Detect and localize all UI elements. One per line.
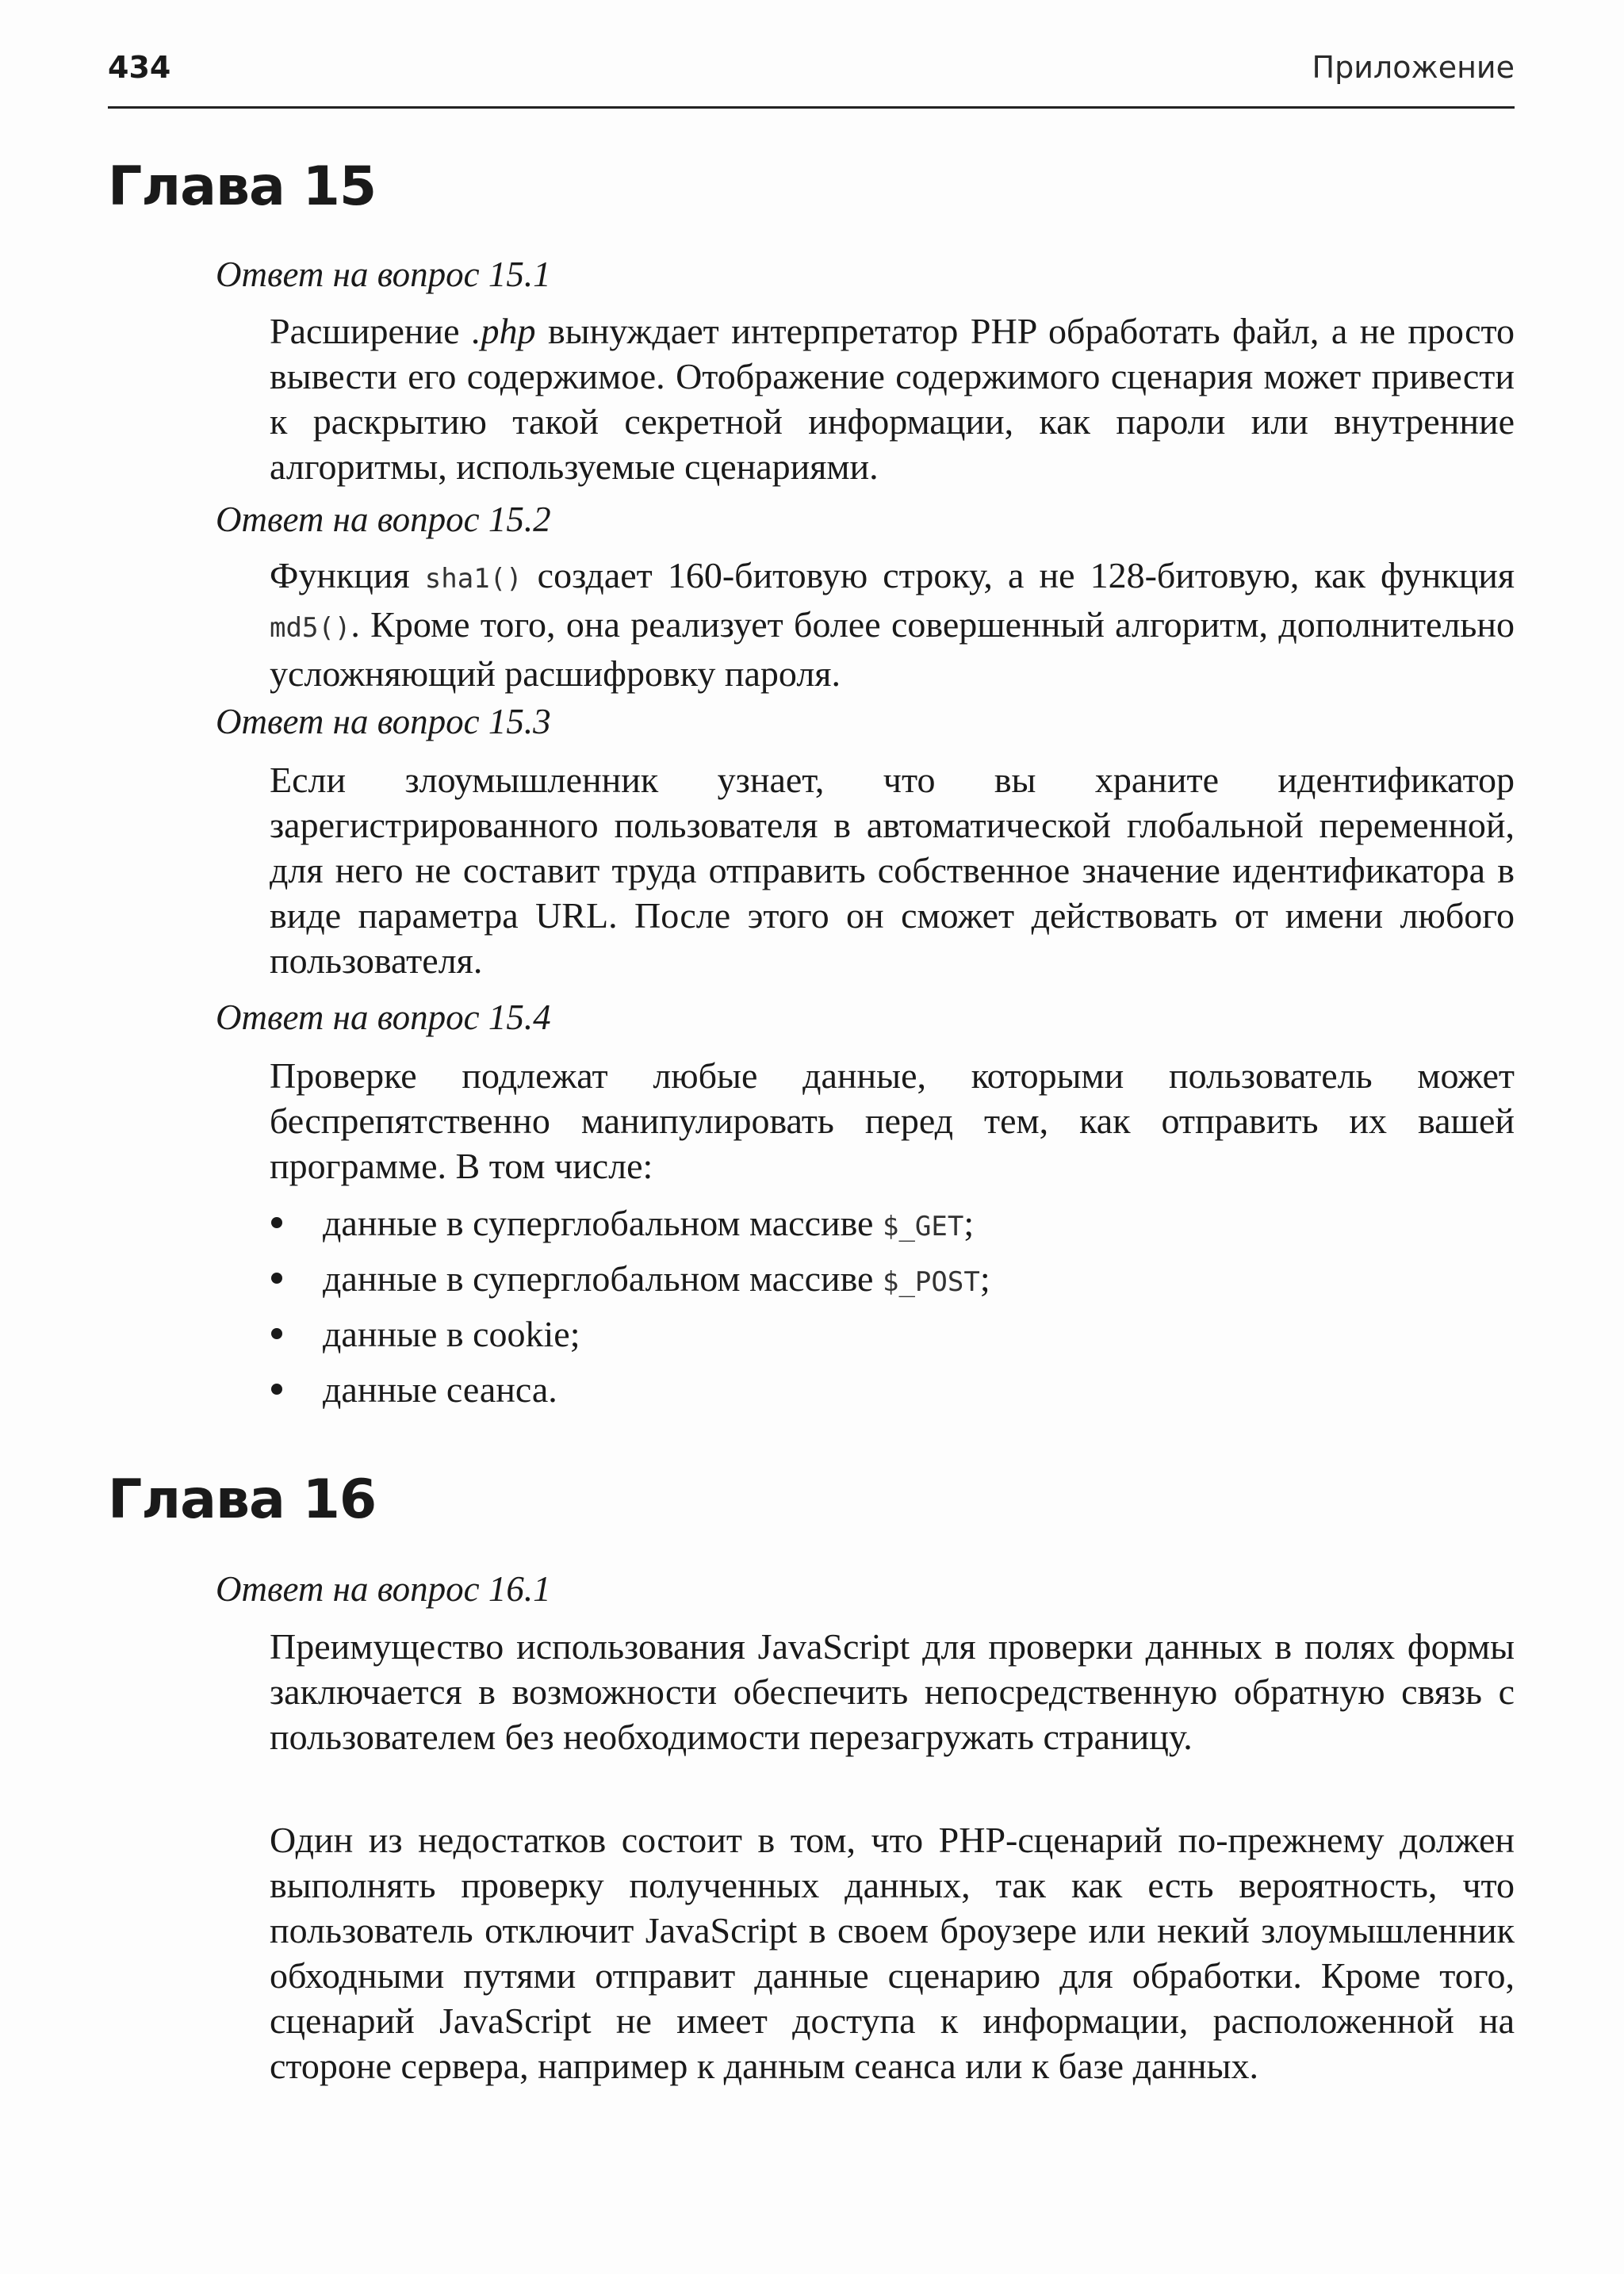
list-item-text: данные сеанса. (323, 1369, 557, 1410)
list-item-end: ; (979, 1258, 990, 1299)
answer-15-1-label: Ответ на вопрос 15.1 (216, 255, 551, 294)
page-number: 434 (108, 50, 171, 85)
running-head (108, 46, 1515, 94)
list-item (270, 1311, 1515, 1367)
header-rule (108, 106, 1515, 109)
code-md5: md5() (270, 612, 351, 644)
answer-16-1-paragraph-1: Преимущество использования JavaScript для проверки данных в полях формы заключается в возможности обеспечить непосредственную обратную связь с пользователем без необходимости перезагружать страницу. (270, 1626, 1515, 1757)
answer-15-1-text (270, 308, 1515, 489)
list-item-text: данные в cookie; (323, 1314, 580, 1354)
answer-15-2-text-a: Функция (270, 555, 425, 595)
bullet-icon (271, 1273, 282, 1284)
list-item-text: данные в суперглобальном массиве (323, 1203, 883, 1243)
answer-15-3-text: Если злоумышленник узнает, что вы храните идентификатор зарегистрированного пользователя в автоматической глобальной переменной, для него не составит труда отправить собственное значение идентификатора в виде параметра URL. После этого он сможет действовать от имени любого пользователя. (270, 760, 1515, 981)
answer-16-1-label: Ответ на вопрос 16.1 (216, 1569, 551, 1609)
code-sha1: sha1() (424, 563, 523, 595)
answer-15-2-label: Ответ на вопрос 15.2 (216, 500, 551, 539)
code-get: $_GET (882, 1211, 964, 1242)
book-page (108, 0, 1515, 2274)
chapter-15-heading: Глава 15 (108, 155, 377, 218)
code-post: $_POST (882, 1266, 980, 1298)
answer-15-4-label: Ответ на вопрос 15.4 (216, 997, 551, 1037)
chapter-16-heading: Глава 16 (108, 1468, 377, 1531)
bullet-icon (271, 1384, 282, 1395)
list-item-end: ; (963, 1203, 975, 1243)
list-item (270, 1200, 1515, 1256)
list-item (270, 1256, 1515, 1311)
answer-15-1-text-rest: вынуждает интерпретатор PHP обработать файл, а не просто вывести его содержимое. Отображение содержимого сценария может привести к раскрытию такой секретной информации, как пароли или внутренние алгоритмы, используемые сценариями. (270, 311, 1515, 487)
answer-15-3-label: Ответ на вопрос 15.3 (216, 702, 551, 741)
bullet-icon (271, 1217, 282, 1228)
answer-15-1-text-start: Расширение (270, 311, 473, 351)
answer-15-2-text-b: создает 160-битовую строку, а не 128-битовую, как функция (522, 555, 1515, 595)
bullet-icon (271, 1328, 282, 1339)
answer-15-4-list (270, 1200, 1515, 1422)
answer-16-1-paragraph-2: Один из недостатков состоит в том, что PHP-сценарий по-прежнему должен выполнять проверку полученных данных, так как есть вероятность, что пользователь отключит JavaScript в своем броузере или некий злоумышленник обходными путями отправит данные сценарию для обработки. Кроме того, сценарий JavaScript не имеет доступа к информации, расположенной на стороне сервера, например к данным сеанса или к базе данных. (270, 1820, 1515, 2086)
answer-15-4-text: Проверке подлежат любые данные, которыми пользователь может беспрепятственно манипулировать перед тем, как отправить их вашей программе. В том числе: (270, 1055, 1515, 1186)
list-item-text: данные в суперглобальном массиве (323, 1258, 883, 1299)
running-section-title: Приложение (1312, 50, 1515, 85)
answer-15-2-text-c: . Кроме того, она реализует более совершенный алгоритм, дополнительно усложняющий расшифровку пароля. (270, 604, 1515, 694)
answer-15-2-text (270, 553, 1515, 696)
list-item (270, 1367, 1515, 1422)
php-extension: .php (472, 311, 536, 351)
